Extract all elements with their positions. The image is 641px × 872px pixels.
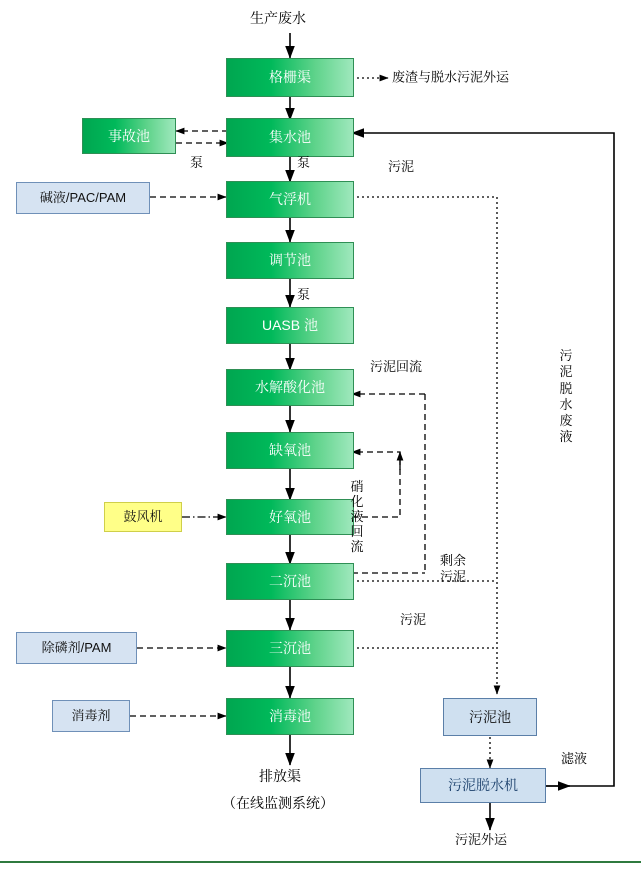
label-pump-1: 泵 [190,155,204,170]
label-sludge-dewatering-wastewater [558,348,574,446]
node-dephosphorus-chemicals[interactable]: 除磷剂/PAM [16,632,137,664]
label-sludge-1: 污泥 [388,159,415,174]
nitrify-char-3: 回 [350,523,364,539]
label-excess-sludge [437,553,469,586]
label-sludge-out: 污泥外运 [455,832,508,847]
nitrify-char-0: 硝 [350,479,364,494]
vlabel-char-1: 泥 [559,364,573,380]
node-inflow: 生产废水 [250,10,306,26]
node-grid[interactable]: 格栅渠 [226,58,354,97]
label-nitrification-return [349,480,365,555]
node-flotation[interactable]: 气浮机 [226,181,354,218]
node-sludge-dewatering-machine[interactable]: 污泥脱水机 [420,768,546,803]
node-third-clarifier[interactable]: 三沉池 [226,630,354,667]
vlabel-char-2: 脱 [559,380,573,396]
nitrify-char-2: 液 [350,508,364,524]
node-adjust[interactable]: 调节池 [226,242,354,279]
footer-divider [0,861,641,863]
node-uasb[interactable]: UASB 池 [226,307,354,344]
label-waste-out: 废渣与脱水污泥外运 [392,69,510,85]
label-pump-2: 泵 [297,155,311,170]
nitrify-char-1: 化 [350,493,364,509]
label-discharge: 排放渠 [259,768,301,784]
node-sludge-tank[interactable]: 污泥池 [443,698,537,736]
node-blower[interactable]: 鼓风机 [104,502,182,532]
node-disinfectant[interactable]: 消毒剂 [52,700,130,732]
excess-line-1: 污泥 [439,569,466,585]
node-second-clarifier[interactable]: 二沉池 [226,563,354,600]
node-collect[interactable]: 集水池 [226,118,354,157]
label-filtrate: 滤液 [561,751,588,766]
vlabel-char-5: 液 [559,429,573,445]
node-aerobic[interactable]: 好氧池 [226,499,354,535]
vlabel-char-3: 水 [559,396,573,412]
nitrify-char-4: 流 [350,538,364,554]
label-sludge-2: 污泥 [400,612,427,627]
node-alkali-chemicals[interactable]: 碱液/PAC/PAM [16,182,150,214]
node-accident[interactable]: 事故池 [82,118,176,154]
label-pump-3: 泵 [297,287,311,302]
node-anoxic[interactable]: 缺氧池 [226,432,354,469]
label-discharge-sub: （在线监测系统） [222,795,334,811]
excess-line-0: 剩余 [439,553,466,568]
node-hydrolysis[interactable]: 水解酸化池 [226,369,354,406]
vlabel-char-0: 污 [559,348,573,363]
node-disinfection[interactable]: 消毒池 [226,698,354,735]
vlabel-char-4: 废 [559,413,573,428]
label-sludge-return: 污泥回流 [370,359,423,374]
